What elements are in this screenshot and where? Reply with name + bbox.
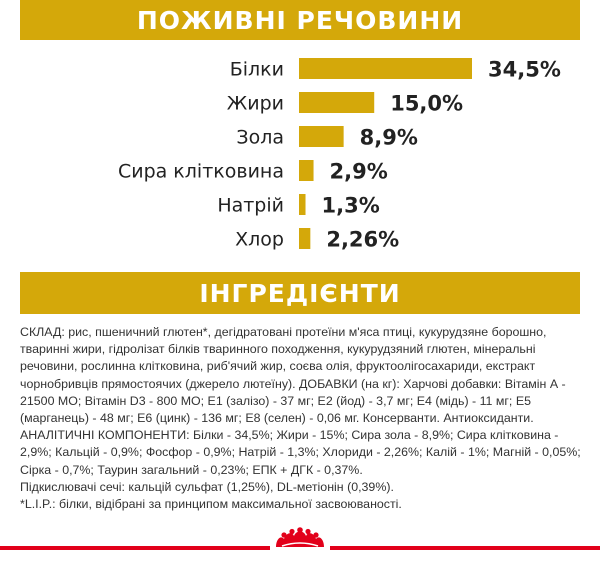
ingredients-banner [20, 272, 580, 314]
ingredients-text [20, 324, 582, 513]
bar [299, 228, 310, 249]
bar [299, 58, 472, 79]
bar [299, 194, 306, 215]
bar [299, 160, 314, 181]
value-label: 2,26% [326, 227, 400, 252]
category-label: Натрій [217, 194, 284, 217]
category-label: Зола [236, 126, 284, 149]
ingredients-composition: СКЛАД: рис, пшеничний глютен*, дегідратовані протеїни м'яса птиці, кукурудзяне борошно, тваринні жири, гідролізат білків тваринного походження, кукурудзяний глютен, мінеральні речовини, рослинна клітковина, риб'ячий жир, соєва олія, фруктоолігосахариди, екстракт чорнобривців прямостоячих (джерело лютеїну). ДОБАВКИ (на кг): Харчові добавки: Вітамін А - 21500 МО; Вітамін D3 - 800 МО; E1 (залізо) - 37 мг; E2 (йод) - 3,7 мг; E4 (мідь) - 11 мг; E5 (марганець) - 48 мг; E6 (цинк) - 136 мг; E8 (селен) - 0,06 мг. Консерванти. Антиоксиданти. АНАЛІТИЧНІ КОМПОНЕНТИ: Білки - 34,5%; Жири - 15%; Сира зола - 8,9%; Сира клітковина - 2,9%; Кальцій - 0,9%; Фосфор - 0,9%; Натрій - 1,3%; Хлориди - 2,26%; Калій - 1%; Магній - 0,05%; Сірка - 0,7%; Таурин загальний - 0,23%; ЕПК + ДГК - 0,37%. [20, 325, 581, 477]
bar [299, 92, 374, 113]
nutrients-banner [20, 0, 580, 40]
category-label: Білки [229, 58, 284, 81]
royal-canin-crown-icon [270, 527, 330, 551]
category-label: Жири [226, 92, 284, 115]
bar [299, 126, 344, 147]
value-label: 15,0% [390, 91, 464, 116]
category-label: Сира клітковина [117, 160, 284, 183]
ingredients-acidifiers: Підкислювачі сечі: кальцій сульфат (1,25%), DL-метіонін (0,39%). [20, 479, 394, 494]
value-label: 2,9% [329, 159, 388, 184]
nutrients-title: ПОЖИВНІ РЕЧОВИНИ [136, 5, 464, 35]
ingredients-title: ІНГРЕДІЄНТИ [199, 278, 401, 308]
ingredients-footnote: *L.I.P.: білки, відібрані за принципом максимальної засвоюваності. [20, 497, 402, 512]
nutrients-bar-chart [0, 44, 600, 264]
value-label: 34,5% [488, 57, 561, 82]
value-label: 1,3% [321, 193, 380, 218]
category-label: Хлор [235, 228, 284, 251]
value-label: 8,9% [359, 125, 418, 150]
